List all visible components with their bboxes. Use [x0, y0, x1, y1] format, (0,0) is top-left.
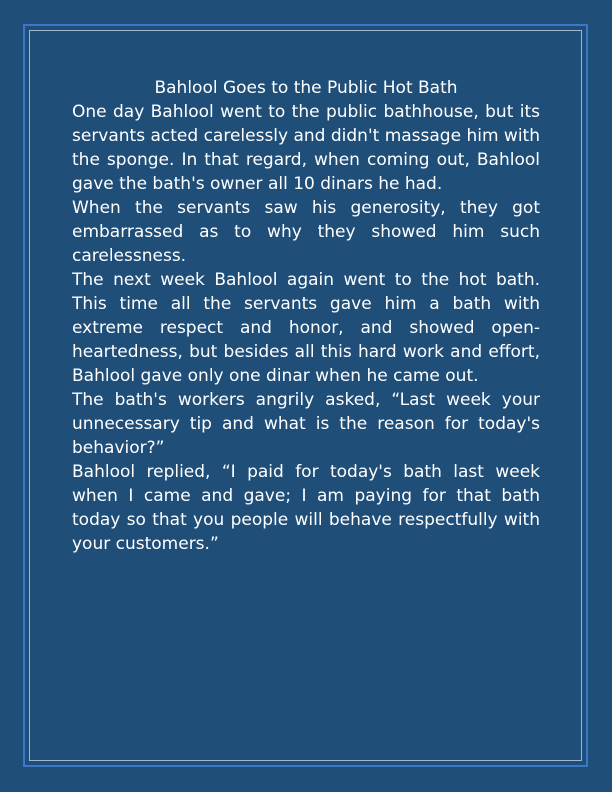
story-title: Bahlool Goes to the Public Hot Bath — [154, 78, 458, 98]
story-paragraph-1: One day Bahlool went to the public bathhouse, but its servants acted carelessly and didn't massage him with the sponge. In that regard, when coming out, Bahlool gave the bath's owner all 10 dinars he had. — [72, 102, 540, 194]
story-content — [72, 76, 540, 556]
story-paragraph-3: The next week Bahlool again went to the hot bath. This time all the servants gave him a bath with extreme respect and honor, and showed open-heartedness, but besides all this hard work and effort, Bahlool gave only one dinar when he came out. — [72, 270, 540, 386]
story-paragraph-2: When the servants saw his generosity, they got embarrassed as to why they showed him such carelessness. — [72, 198, 540, 266]
story-paragraph-4: The bath's workers angrily asked, “Last week your unnecessary tip and what is the reason for today's behavior?” — [72, 390, 540, 458]
story-paragraph-5: Bahlool replied, “I paid for today's bath last week when I came and gave; I am paying for that bath today so that you people will behave respectfully with your customers.” — [72, 462, 540, 554]
